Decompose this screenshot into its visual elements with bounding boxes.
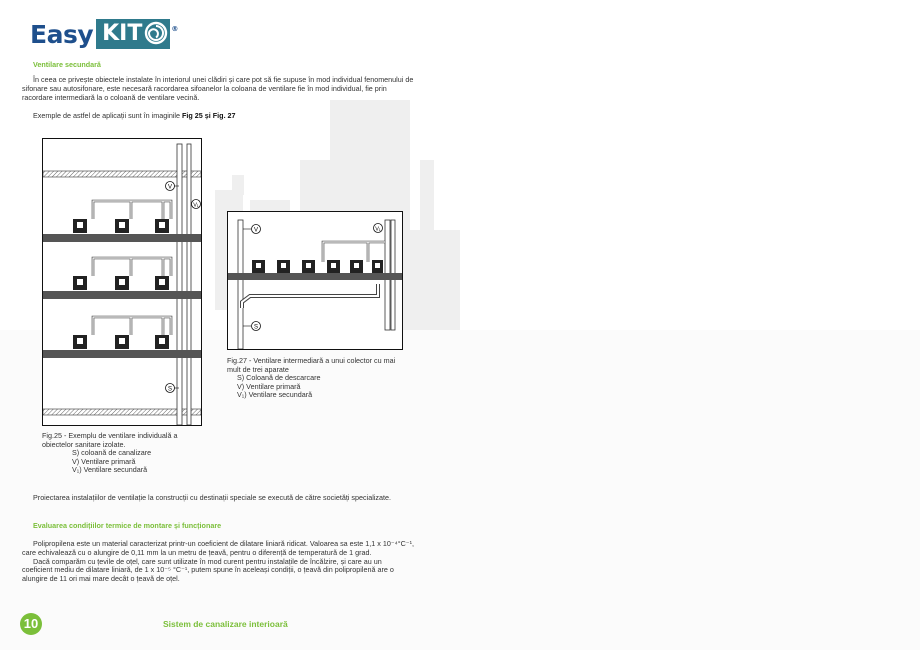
fig25-legend-s: S) coloană de canalizare <box>72 448 152 458</box>
thermal-line-5: alungire de 11 ori mai mare decât o țeavă de oțel. <box>22 574 180 584</box>
figure-27-caption <box>227 357 407 400</box>
thermal-line-3: Dacă comparăm cu țevile de oțel, care sunt utilizate în mod curent pentru instalațile de încălzire, și care au un <box>33 556 382 566</box>
fig27-label-v: V <box>253 227 259 234</box>
fig25-legend-v1: V₁) Ventilare secundară <box>72 465 148 475</box>
fig27-label-s: S <box>253 324 259 331</box>
fig27-caption-line-1: Fig.27 - Ventilare intermediară a unui colector cu mai <box>227 356 396 365</box>
intro-line-3: racordare intermediară la o coloană de ventilare vecină. <box>22 92 200 102</box>
figure-25-caption <box>42 432 204 475</box>
section-title-evaluare: Evaluarea condițiilor termice de montare și funcționare <box>33 521 222 530</box>
examples-paragraph <box>33 112 236 121</box>
intro-line-1: În ceea ce privește obiectele instalate în interiorul unei clădiri și care pot să fie supuse în mod individual fenomenului de <box>33 75 414 84</box>
section-title-ventilare: Ventilare secundară <box>33 60 101 69</box>
thermal-line-2: care echivalează cu o alungire de 0,11 mm la un metru de țeavă, pentru o diferență de temperatură de 1 grad. <box>22 547 372 557</box>
figure-25-diagram <box>42 138 202 426</box>
fig27-legend-v: V) Ventilare primară <box>237 381 301 391</box>
swirl-icon <box>144 21 168 45</box>
fig25-legend-v: V) Ventilare primară <box>72 456 136 466</box>
figure-25-drawing <box>43 139 201 425</box>
figure-27-drawing <box>228 212 402 349</box>
fig27-legend-v1: V₁) Ventilare secundară <box>237 390 313 400</box>
logo-easy-text: Easy <box>30 19 94 49</box>
registered-mark: ® <box>171 25 179 33</box>
examples-figure-refs: Fig 25 și Fig. 27 <box>182 111 236 120</box>
logo-kit-box <box>96 19 179 49</box>
design-note-paragraph: Proiectarea instalațiilor de ventilație la construcții cu destinații speciale se execută de către societăți specializate. <box>33 493 391 502</box>
fig25-label-v: V <box>167 184 173 191</box>
fig25-caption-line-1: Fig.25 - Exemplu de ventilare individuală a <box>42 431 178 440</box>
figure-27-diagram <box>227 211 403 350</box>
fig27-caption-line-2: mult de trei aparate <box>227 364 289 374</box>
fig25-caption-line-2: obiectelor sanitare izolate. <box>42 439 126 449</box>
easykit-logo <box>30 16 179 52</box>
fig25-label-v1: V₁ <box>193 202 199 209</box>
logo-kit-text: KIT <box>102 21 143 46</box>
page-number-badge: 10 <box>20 613 42 635</box>
thermal-line-1: Polipropilena este un material caracterizat printr-un coeficient de dilatare liniară ridicat. Valoarea sa este 1,1 x 10⁻⁴°C⁻¹, <box>33 539 414 548</box>
fig25-label-s: S <box>167 386 173 393</box>
thermal-paragraph <box>22 540 462 584</box>
footer-title: Sistem de canalizare interioară <box>163 619 288 629</box>
fig27-label-v1: V₁ <box>375 226 381 233</box>
fig27-legend-s: S) Coloană de descarcare <box>237 373 321 383</box>
intro-line-2: sifonare sau autosifonare, este necesară racordarea sifoanelor la coloana de ventilare fie în mod individual, fie prin <box>22 83 387 93</box>
thermal-line-4: coeficient mediu de dilatare liniară, de 1 x 10⁻⁵ °C⁻¹, putem spune în aceleași condiții, o țeavă din polipropilenă are o <box>22 565 394 575</box>
examples-text: Exemple de astfel de aplicații sunt în imaginile <box>33 111 183 120</box>
intro-paragraph <box>22 76 442 102</box>
